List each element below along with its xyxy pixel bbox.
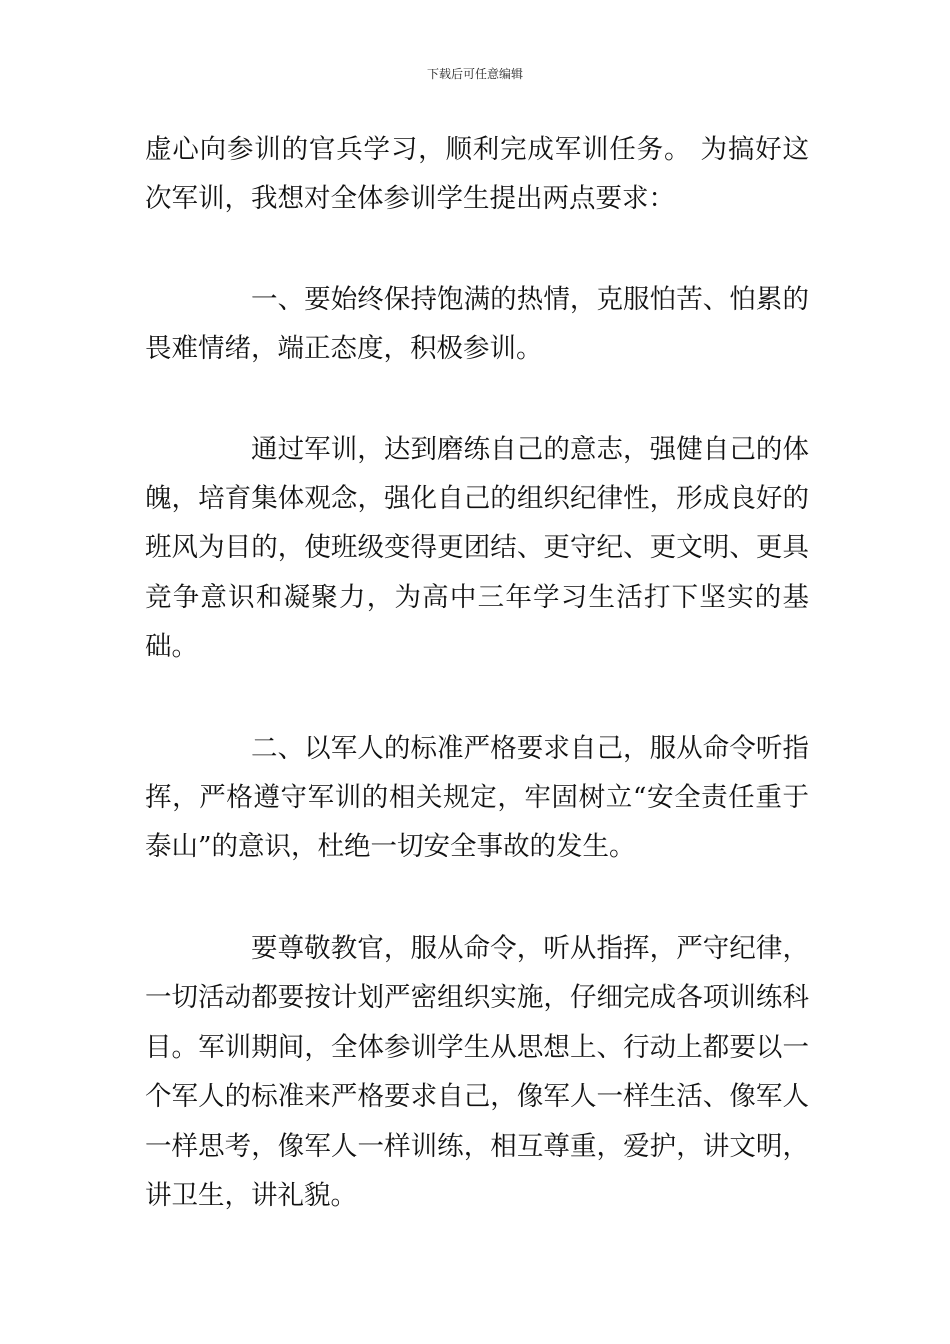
document-body xyxy=(145,125,809,1220)
paragraph-1: 虚心向参训的官兵学习，顺利完成军训任务。 为搞好这次军训，我想对全体参训学生提出两点要求： xyxy=(145,134,809,215)
paragraph-4: 二、以军人的标准严格要求自己，服从命令听指挥，严格遵守军训的相关规定，牢固树立“安全责任重于泰山”的意识，杜绝一切安全事故的发生。 xyxy=(145,732,809,863)
paragraph-3: 通过军训，达到磨练自己的意志，强健自己的体魄，培育集体观念，强化自己的组织纪律性，形成良好的班风为目的，使班级变得更团结、更守纪、更文明、更具竞争意识和凝聚力，为高中三年学习生活打下坚实的基础。 xyxy=(145,433,809,663)
paragraph-5: 要尊敬教官，服从命令，听从指挥，严守纪律，一切活动都要按计划严密组织实施，仔细完成各项训练科目。军训期间，全体参训学生从思想上、行动上都要以一个军人的标准来严格要求自己，像军人一样生活、像军人一样思考，像军人一样训练，相互尊重，爱护，讲文明，讲卫生，讲礼貌。 xyxy=(145,932,809,1211)
page-header: 下载后可任意编辑 xyxy=(426,67,523,81)
paragraph-2: 一、要始终保持饱满的热情，克服怕苦、怕累的畏难情绪，端正态度，积极参训。 xyxy=(145,283,809,365)
